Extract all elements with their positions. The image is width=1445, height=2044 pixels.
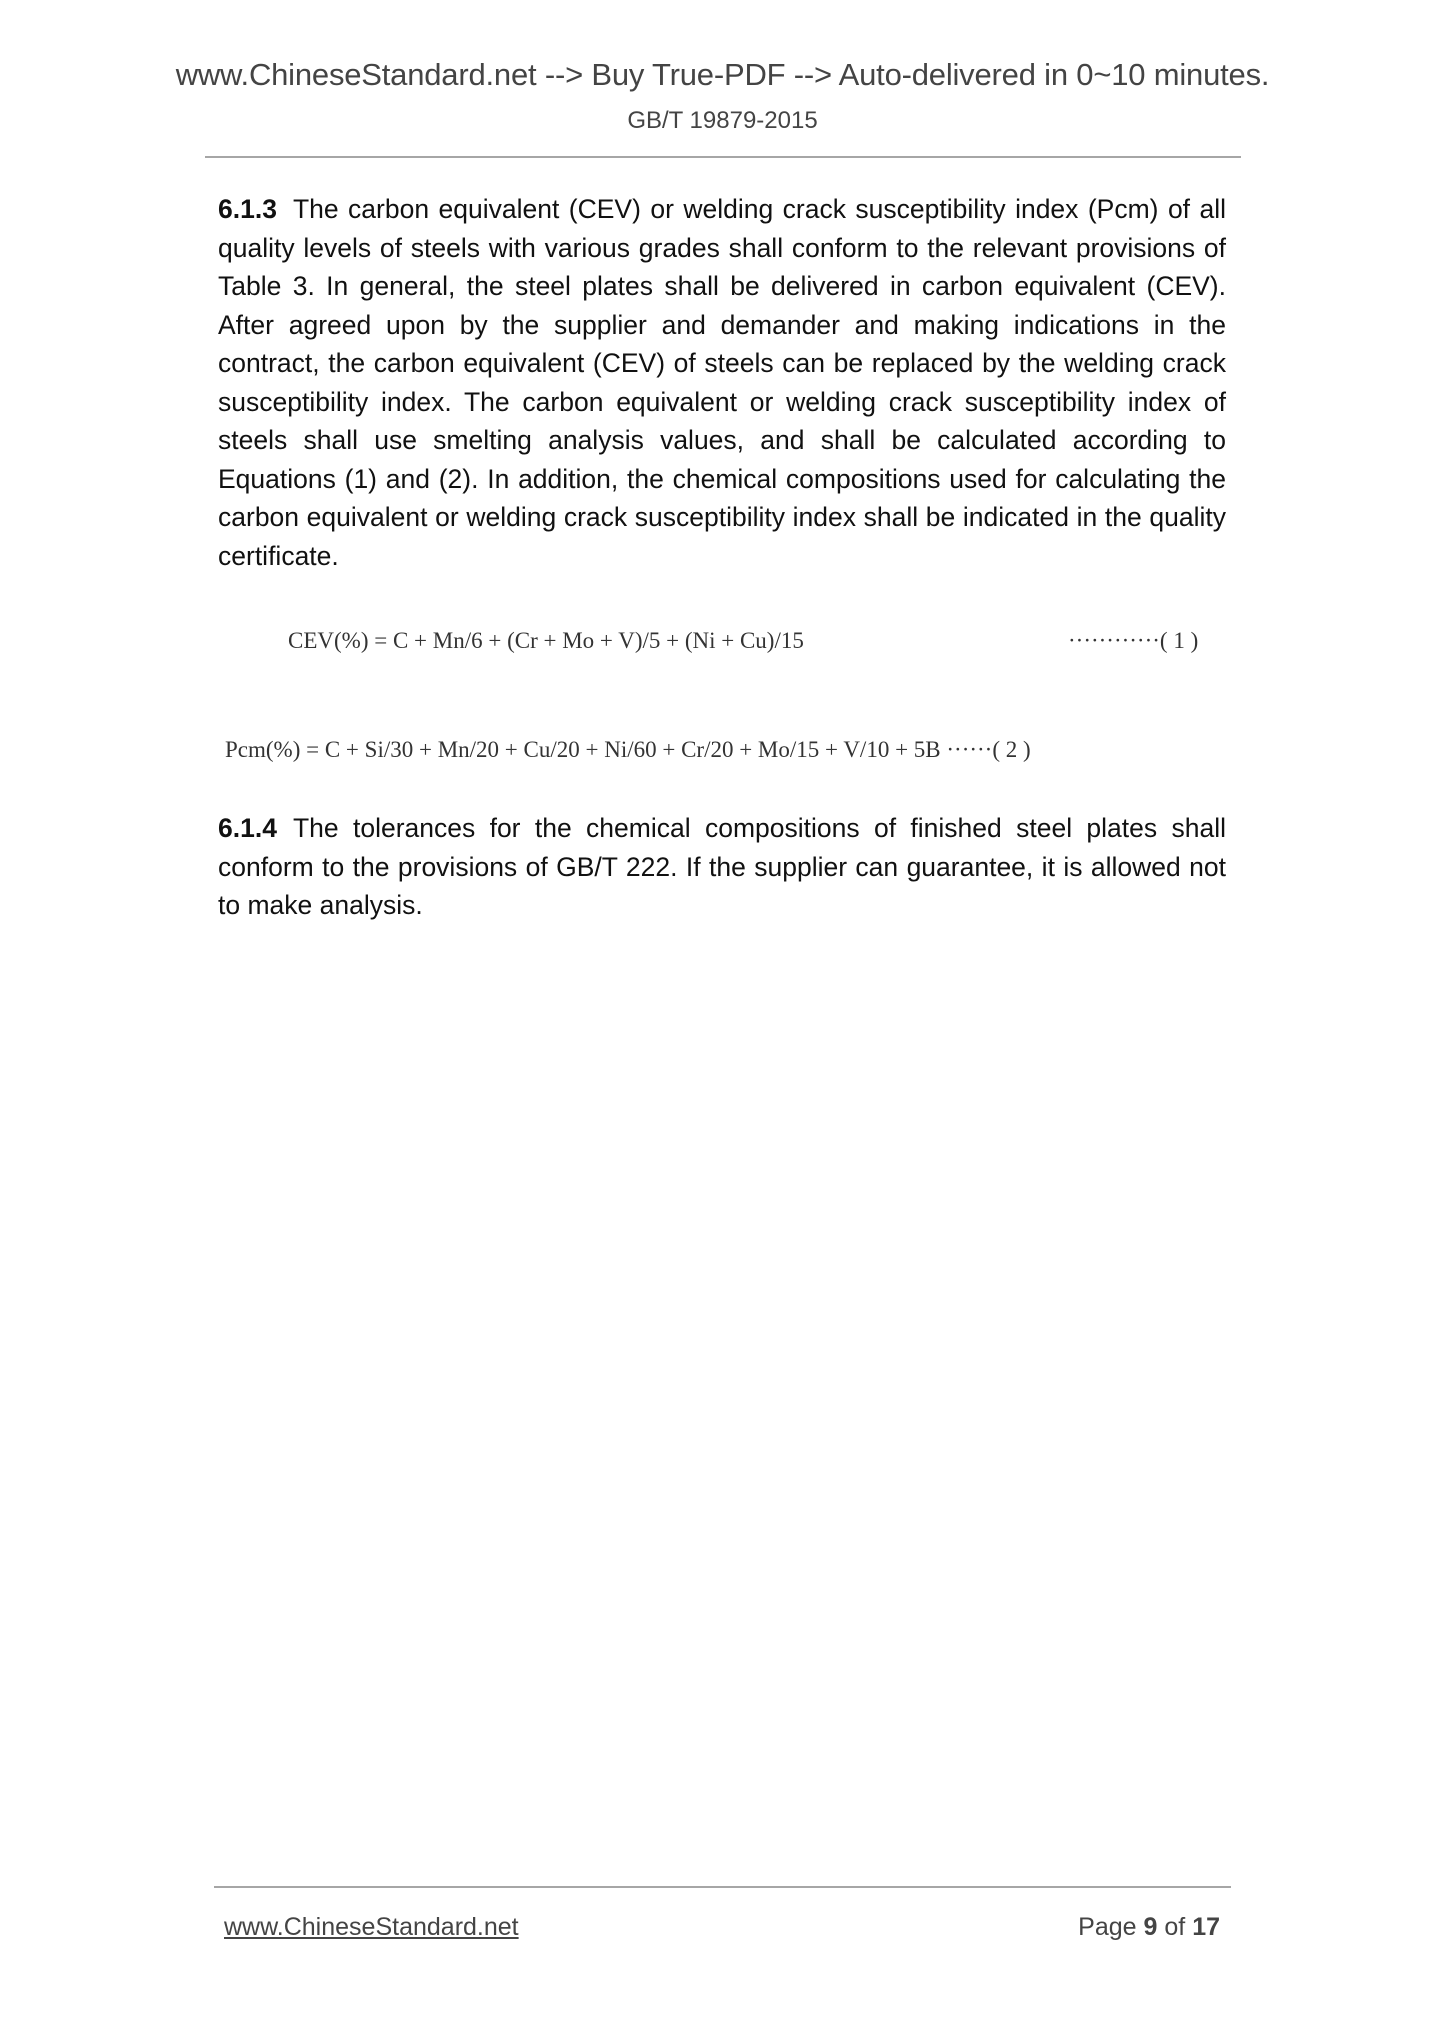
equation-number-2: ······( 2 ): [946, 737, 1031, 762]
page-total: 17: [1192, 1913, 1220, 1941]
equation-pcm-expression: Pcm(%) = C + Si/30 + Mn/20 + Cu/20 + Ni/60 + Cr/20 + Mo/15 + V/10 + 5B: [225, 737, 941, 762]
clause-text: The tolerances for the chemical compositions of finished steel plates shall conform to the provisions of GB/T 222. If the supplier can guarantee, it is allowed not to make analysis.: [218, 813, 1226, 920]
page-current: 9: [1143, 1913, 1158, 1941]
equation-pcm: [225, 735, 1031, 765]
clause-6-1-4: [218, 809, 1226, 925]
page-indicator: [1078, 1912, 1220, 1942]
equation-cev: CEV(%) = C + Mn/6 + (Cr + Mo + V)/5 + (Ni + Cu)/15: [288, 628, 804, 653]
header-divider: [205, 156, 1241, 158]
standard-number: GB/T 19879-2015: [627, 107, 818, 134]
footer-website-link[interactable]: www.ChineseStandard.net: [224, 1913, 519, 1941]
clause-text: The carbon equivalent (CEV) or welding crack susceptibility index (Pcm) of all quality levels of steels with various grades shall conform to the relevant provisions of Table 3. In general, the steel plates shall be delivered in carbon equivalent (CEV). After agreed upon by the supplier and demander and making indications in the contract, the carbon equivalent (CEV) of steels can be replaced by the welding crack susceptibility index. The carbon equivalent or welding crack susceptibility index of steels shall use smelting analysis values, and shall be calculated according to Equations (1) and (2). In addition, the chemical compositions used for calculating the carbon equivalent or welding crack susceptibility index shall be indicated in the quality certificate.: [218, 194, 1226, 571]
clause-number: 6.1.4: [218, 813, 277, 843]
page-of: of: [1164, 1913, 1186, 1941]
clause-number: 6.1.3: [218, 194, 277, 224]
clause-6-1-3: [218, 190, 1226, 575]
header-banner: www.ChineseStandard.net --> Buy True-PDF --> Auto-delivered in 0~10 minutes.: [175, 57, 1270, 92]
equation-number-1: ············( 1 ): [1068, 628, 1199, 653]
page-prefix: Page: [1078, 1913, 1137, 1941]
footer-divider: [214, 1886, 1231, 1888]
